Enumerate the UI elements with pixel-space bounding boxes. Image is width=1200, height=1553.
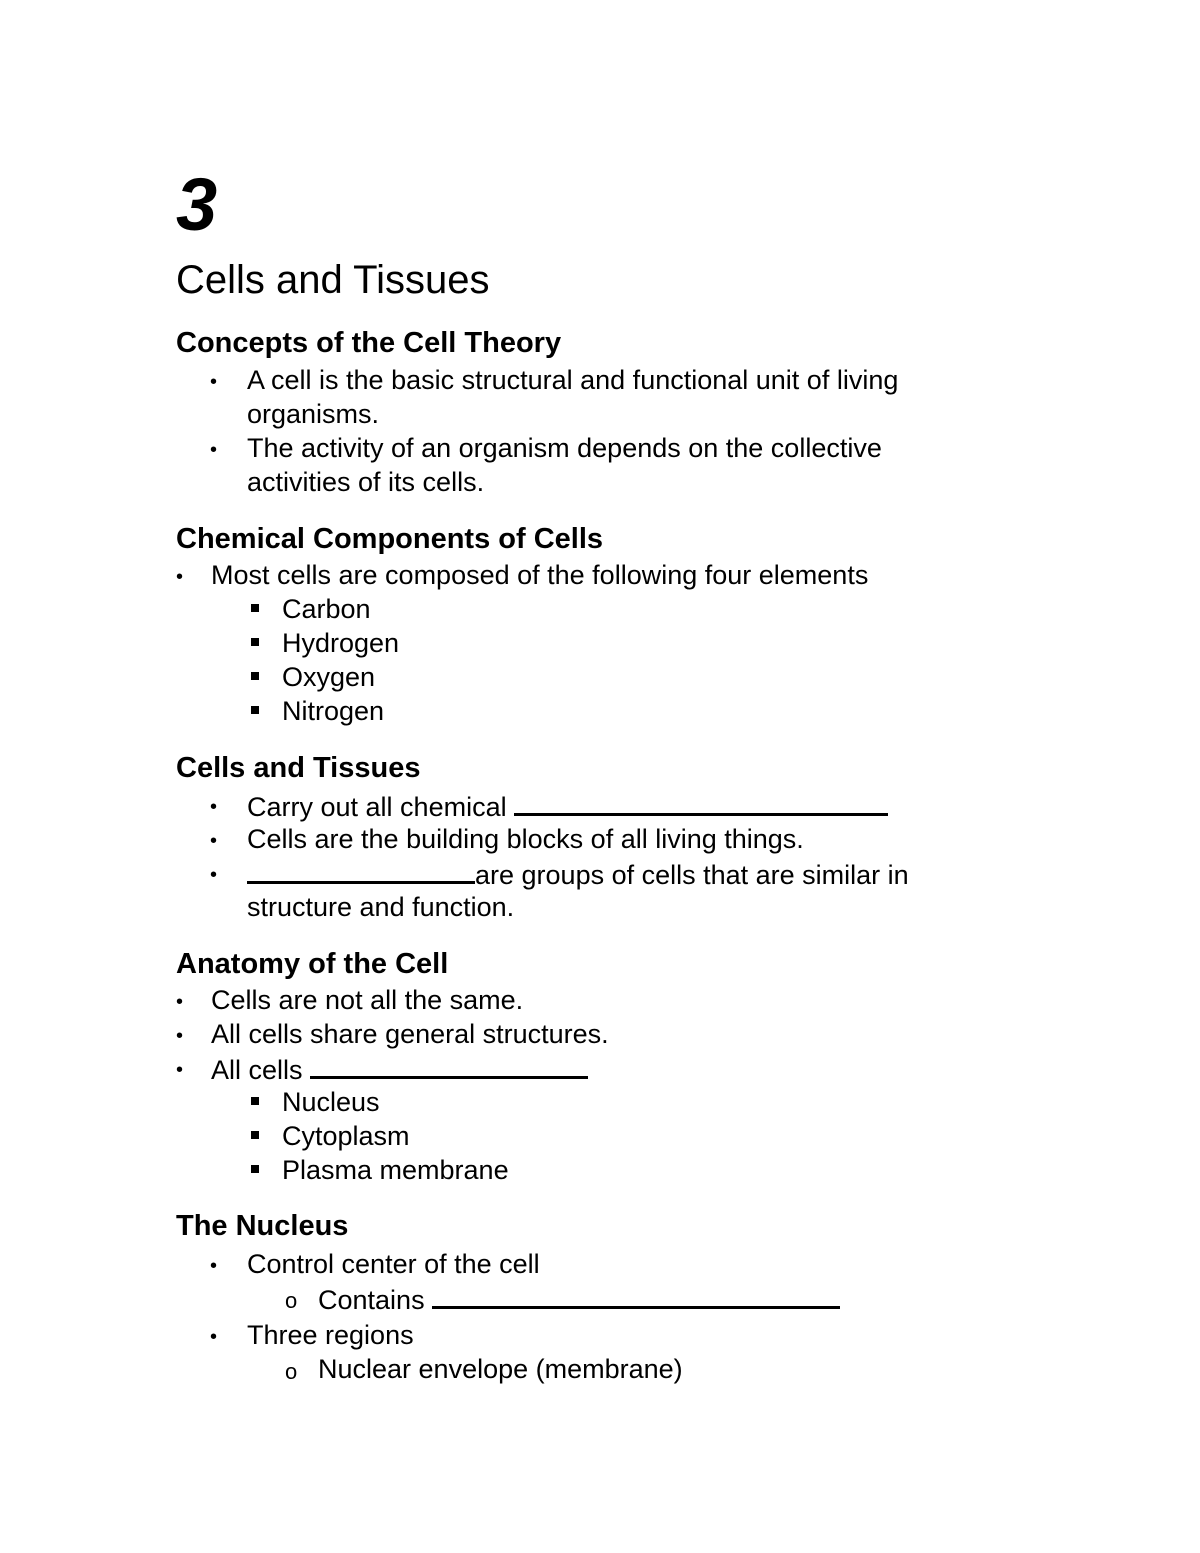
bullet-icon: • (176, 991, 184, 1013)
bullet-icon: • (210, 796, 218, 818)
anatomy-item-1: Cells are not all the same. (211, 985, 524, 1015)
element-item: Hydrogen (282, 628, 400, 658)
nucleus-sub-2: Nuclear envelope (membrane) (318, 1354, 683, 1384)
cell-part-item: Cytoplasm (282, 1121, 410, 1151)
bullet-icon: • (210, 1255, 218, 1277)
cell-part-item: Plasma membrane (282, 1155, 509, 1185)
anatomy-item-3-text: All cells (211, 1055, 303, 1085)
bullet-icon: • (176, 566, 184, 588)
square-bullet-icon (251, 1131, 259, 1139)
cell-theory-item-1-line-2: organisms. (247, 399, 380, 429)
heading-cells-and-tissues: Cells and Tissues (176, 752, 421, 784)
square-bullet-icon (251, 638, 259, 646)
cells-tissues-item-1-text: Carry out all chemical (247, 792, 507, 822)
cell-theory-item-2-line-1: The activity of an organism depends on the collective (247, 433, 882, 463)
anatomy-item-2: All cells share general structures. (211, 1019, 609, 1049)
bullet-icon: • (210, 439, 218, 461)
cells-tissues-item-2: Cells are the building blocks of all living things. (247, 824, 804, 854)
bullet-icon: • (176, 1059, 184, 1081)
cell-part-item: Nucleus (282, 1087, 380, 1117)
bullet-icon: • (210, 830, 218, 852)
bullet-icon: • (210, 1326, 218, 1348)
element-item: Oxygen (282, 662, 376, 692)
bullet-icon: • (210, 371, 218, 393)
nucleus-sub-1-text: Contains (318, 1285, 425, 1315)
cells-tissues-item-3-line-1 (247, 857, 909, 893)
nucleus-item-1: Control center of the cell (247, 1249, 540, 1279)
hollow-circle-bullet-icon: o (285, 1288, 298, 1313)
square-bullet-icon (251, 1097, 259, 1105)
bullet-icon: • (176, 1025, 184, 1047)
square-bullet-icon (251, 1165, 259, 1173)
nucleus-sub-1 (318, 1282, 840, 1318)
heading-the-nucleus: The Nucleus (176, 1210, 349, 1242)
fill-in-blank (310, 1052, 588, 1079)
fill-in-blank (247, 857, 475, 884)
bullet-icon: • (210, 864, 218, 886)
cell-theory-item-2-line-2: activities of its cells. (247, 467, 485, 497)
heading-cell-theory: Concepts of the Cell Theory (176, 327, 562, 359)
square-bullet-icon (251, 604, 259, 612)
chapter-title: Cells and Tissues (176, 258, 490, 302)
cells-tissues-item-3-line-2: structure and function. (247, 892, 515, 922)
chemical-intro: Most cells are composed of the following four elements (211, 560, 869, 590)
chapter-number: 3 (176, 163, 218, 246)
cells-tissues-item-1 (247, 789, 888, 825)
square-bullet-icon (251, 706, 259, 714)
fill-in-blank (432, 1282, 840, 1309)
square-bullet-icon (251, 672, 259, 680)
heading-chemical-components: Chemical Components of Cells (176, 523, 604, 555)
element-item: Nitrogen (282, 696, 385, 726)
fill-in-blank (514, 789, 888, 816)
heading-anatomy-of-cell: Anatomy of the Cell (176, 948, 449, 980)
cell-theory-item-1-line-1: A cell is the basic structural and functional unit of living (247, 365, 899, 395)
cells-tissues-item-3-text: are groups of cells that are similar in (475, 860, 909, 890)
nucleus-item-2: Three regions (247, 1320, 414, 1350)
hollow-circle-bullet-icon: o (285, 1359, 298, 1384)
anatomy-item-3 (211, 1052, 588, 1088)
element-item: Carbon (282, 594, 371, 624)
